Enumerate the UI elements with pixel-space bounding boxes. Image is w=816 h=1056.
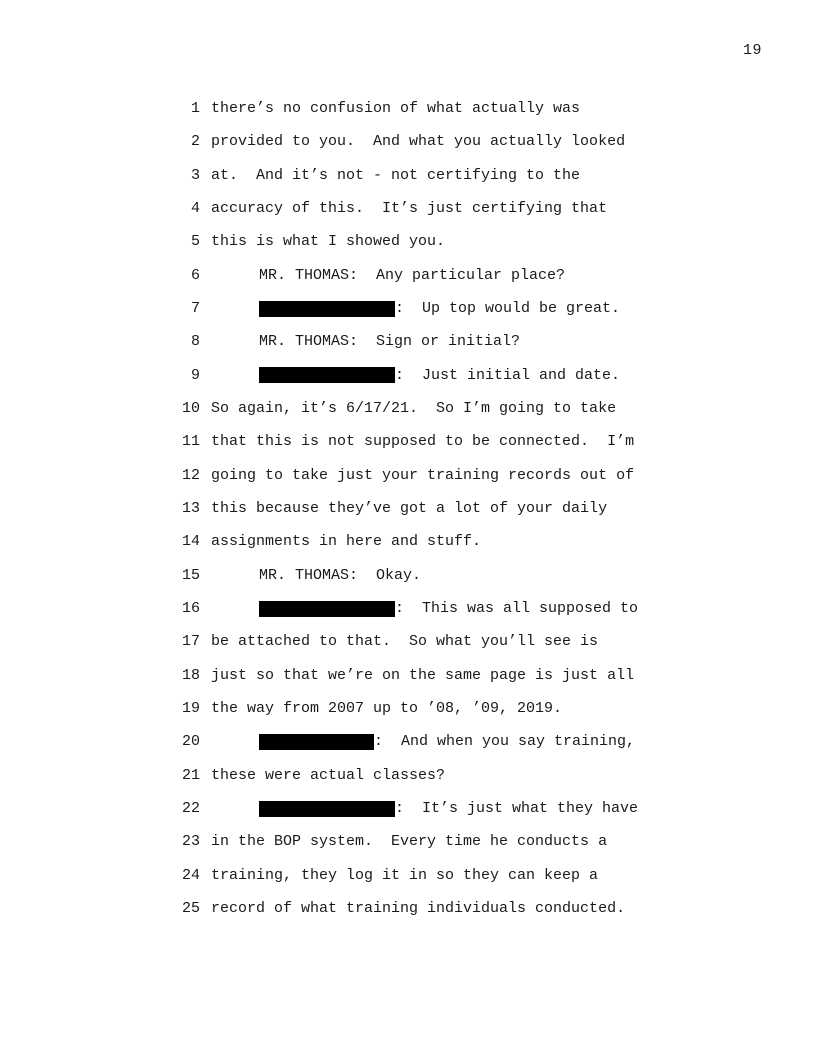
transcript-line (172, 625, 772, 658)
line-text: : Just initial and date. (395, 366, 621, 384)
transcript-line (172, 192, 772, 225)
line-number: 5 (190, 233, 200, 251)
line-number: 9 (190, 366, 200, 384)
line-text: : And when you say training, (374, 733, 636, 751)
transcript-line (172, 792, 772, 825)
line-text: MR. THOMAS: Okay. (259, 566, 422, 584)
transcript-body (172, 92, 772, 925)
line-text: going to take just your training records out of (211, 466, 635, 484)
line-text: these were actual classes? (211, 766, 446, 784)
line-number: 4 (190, 200, 200, 218)
transcript-line (172, 292, 772, 325)
line-number: 17 (181, 633, 200, 651)
page-number: 19 (742, 42, 762, 59)
line-text: this because they’ve got a lot of your daily (211, 500, 608, 518)
transcript-line (172, 725, 772, 758)
line-text: that this is not supposed to be connected. I’m (211, 433, 635, 451)
line-text: MR. THOMAS: Sign or initial? (259, 333, 521, 351)
transcript-line (172, 259, 772, 292)
line-number: 10 (181, 400, 200, 418)
redacted-speaker-name (259, 367, 395, 383)
line-number: 19 (181, 700, 200, 718)
line-number: 12 (181, 466, 200, 484)
transcript-line (172, 325, 772, 358)
line-text: just so that we’re on the same page is just all (211, 666, 635, 684)
line-text: : Up top would be great. (395, 300, 621, 318)
line-number: 8 (190, 333, 200, 351)
line-text: : It’s just what they have (395, 800, 639, 818)
transcript-line (172, 659, 772, 692)
line-number: 14 (181, 533, 200, 551)
transcript-line (172, 359, 772, 392)
line-number: 15 (181, 566, 200, 584)
line-text: be attached to that. So what you’ll see is (211, 633, 599, 651)
line-text: this is what I showed you. (211, 233, 446, 251)
redacted-speaker-name (259, 734, 374, 750)
line-text: in the BOP system. Every time he conducts a (211, 833, 608, 851)
line-number: 24 (181, 866, 200, 884)
line-text: assignments in here and stuff. (211, 533, 482, 551)
transcript-line (172, 525, 772, 558)
transcript-line (172, 825, 772, 858)
redacted-speaker-name (259, 601, 395, 617)
line-text: accuracy of this. It’s just certifying that (211, 200, 608, 218)
transcript-line (172, 392, 772, 425)
line-text: record of what training individuals conducted. (211, 900, 626, 918)
transcript-line (172, 459, 772, 492)
transcript-line (172, 592, 772, 625)
line-number: 22 (181, 800, 200, 818)
transcript-line (172, 425, 772, 458)
line-number: 16 (181, 600, 200, 618)
redacted-speaker-name (259, 801, 395, 817)
line-text: provided to you. And what you actually looked (211, 133, 626, 151)
line-number: 2 (190, 133, 200, 151)
line-text: the way from 2007 up to ’08, ’09, 2019. (211, 700, 563, 718)
line-number: 23 (181, 833, 200, 851)
transcript-line (172, 559, 772, 592)
line-number: 6 (190, 266, 200, 284)
line-number: 11 (181, 433, 200, 451)
transcript-line (172, 692, 772, 725)
line-text: at. And it’s not - not certifying to the (211, 166, 581, 184)
transcript-line (172, 159, 772, 192)
line-text: there’s no confusion of what actually was (211, 100, 581, 118)
line-number: 18 (181, 666, 200, 684)
line-number: 20 (181, 733, 200, 751)
transcript-line (172, 125, 772, 158)
line-text: training, they log it in so they can keep a (211, 866, 599, 884)
transcript-line (172, 225, 772, 258)
transcript-line (172, 859, 772, 892)
redacted-speaker-name (259, 301, 395, 317)
line-text: : This was all supposed to (395, 600, 639, 618)
line-text: MR. THOMAS: Any particular place? (259, 266, 566, 284)
line-number: 13 (181, 500, 200, 518)
line-number: 25 (181, 900, 200, 918)
line-number: 1 (190, 100, 200, 118)
line-number: 3 (190, 166, 200, 184)
transcript-line (172, 892, 772, 925)
transcript-line (172, 759, 772, 792)
line-number: 21 (181, 766, 200, 784)
transcript-line (172, 92, 772, 125)
line-text: So again, it’s 6/17/21. So I’m going to take (211, 400, 617, 418)
transcript-line (172, 492, 772, 525)
line-number: 7 (190, 300, 200, 318)
